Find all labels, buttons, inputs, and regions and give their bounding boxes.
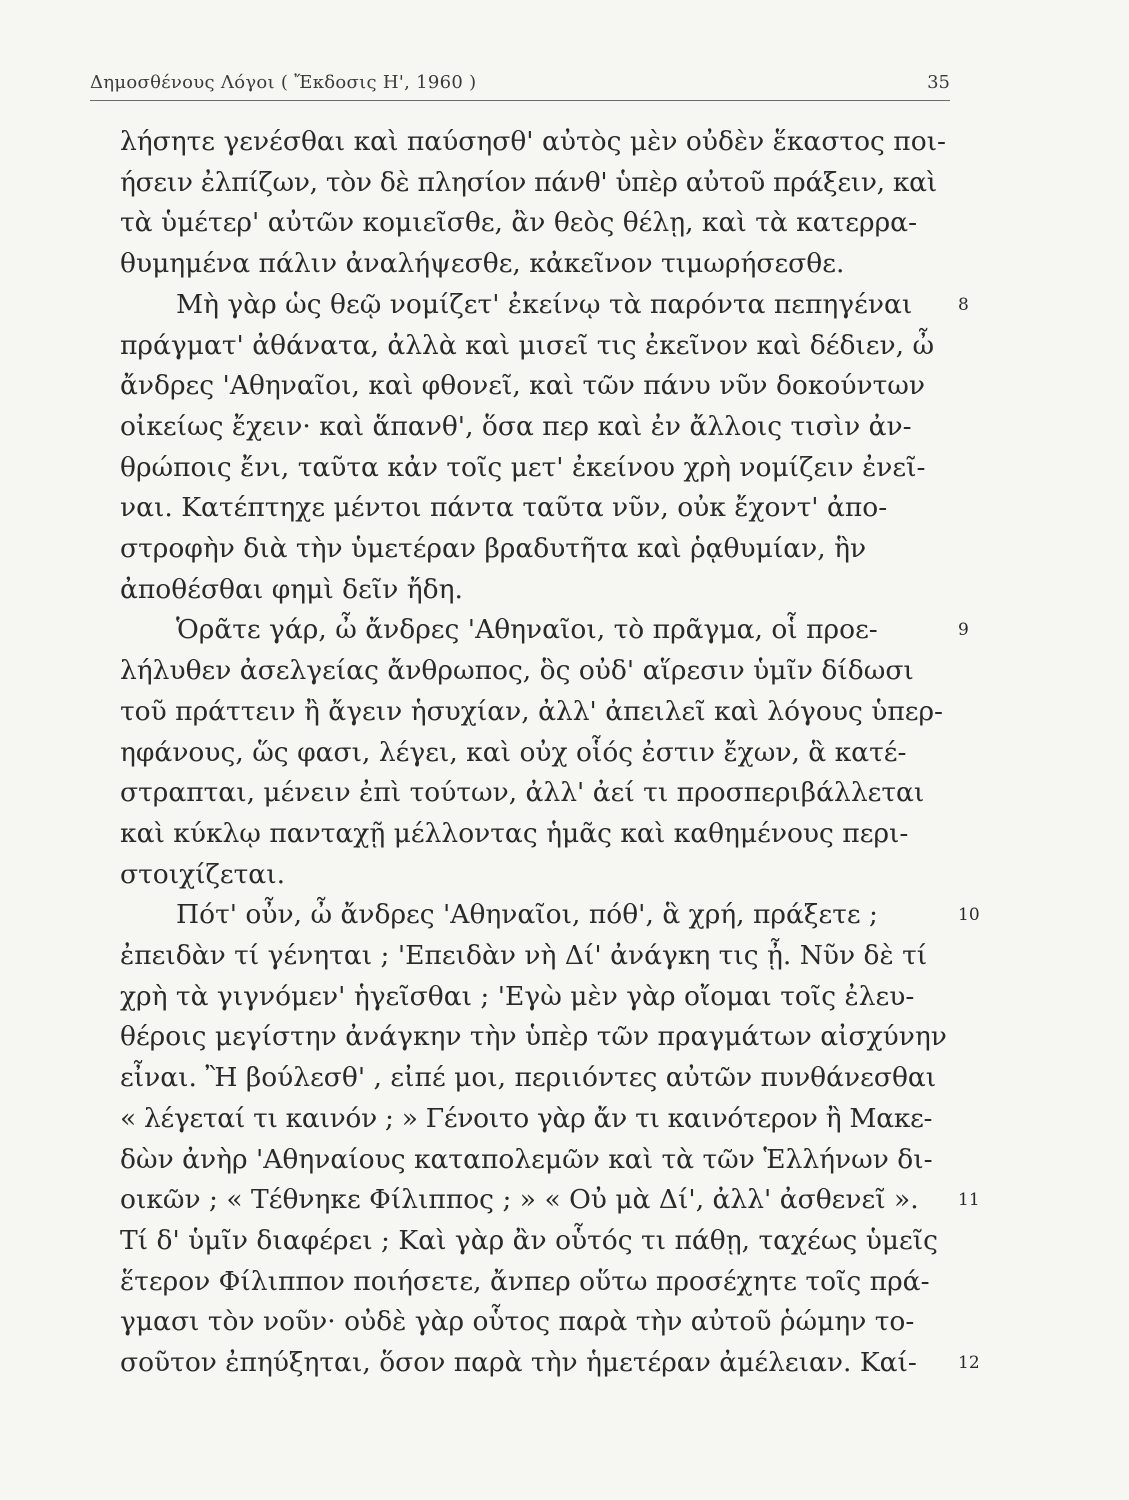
section-number: 12 bbox=[958, 1353, 980, 1373]
text-line: οικῶν ; « Τέθνηκε Φίλιππος ; » « Οὐ μὰ Δί', ἀλλ' ἀσθενεῖ ». bbox=[120, 1184, 919, 1215]
text-line: σοῦτον ἐπηύξηται, ὅσον παρὰ τὴν ἡμετέραν ἀμέλειαν. Καί- bbox=[120, 1347, 917, 1378]
text-line: Ὁρᾶτε γάρ, ὦ ἄνδρες 'Αθηναῖοι, τὸ πρᾶγμα, οἷ προε- bbox=[176, 614, 878, 645]
text-line: τοῦ πράττειν ἢ ἄγειν ἡσυχίαν, ἀλλ' ἀπειλεῖ καὶ λόγους ὑπερ- bbox=[120, 696, 944, 727]
text-line: τὰ ὑμέτερ' αὐτῶν κομιεῖσθε, ἂν θεὸς θέλῃ, καὶ τὰ κατερρα- bbox=[120, 207, 918, 238]
text-line: λήλυθεν ἀσελγείας ἄνθρωπος, ὃς οὐδ' αἵρεσιν ὑμῖν δίδωσι bbox=[120, 655, 914, 686]
text-line: « λέγεταί τι καινόν ; » Γένοιτο γὰρ ἄν τι καινότερον ἢ Μακε- bbox=[120, 1103, 933, 1134]
text-line: χρὴ τὰ γιγνόμεν' ἡγεῖσθαι ; 'Εγὼ μὲν γὰρ οἴομαι τοῖς ἐλευ- bbox=[120, 981, 915, 1012]
text-line: Μὴ γὰρ ὡς θεῷ νομίζετ' ἐκείνῳ τὰ παρόντα πεπηγέναι bbox=[176, 289, 913, 320]
text-line: ἄνδρες 'Αθηναῖοι, καὶ φθονεῖ, καὶ τῶν πάνυ νῦν δοκούντων bbox=[120, 370, 925, 401]
text-line: Πότ' οὖν, ὦ ἄνδρες 'Αθηναῖοι, πόθ', ἃ χρή, πράξετε ; bbox=[176, 899, 878, 930]
text-line: θυμημένα πάλιν ἀναλήψεσθε, κἀκεῖνον τιμωρήσεσθε. bbox=[120, 248, 845, 279]
text-line: οἰκείως ἔχειν· καὶ ἅπανθ', ὅσα περ καὶ ἐν ἄλλοις τισὶν ἀν- bbox=[120, 411, 912, 442]
text-line: ἕτερον Φίλιππον ποιήσετε, ἄνπερ οὕτω προσέχητε τοῖς πρά- bbox=[120, 1266, 930, 1297]
text-line: πράγματ' ἀθάνατα, ἀλλὰ καὶ μισεῖ τις ἐκεῖνον καὶ δέδιεν, ὦ bbox=[120, 330, 935, 361]
text-line: Τί δ' ὑμῖν διαφέρει ; Καὶ γὰρ ἂν οὗτός τι πάθῃ, ταχέως ὑμεῖς bbox=[120, 1225, 938, 1256]
text-line: θρώποις ἔνι, ταῦτα κἀν τοῖς μετ' ἐκείνου χρὴ νομίζειν ἐνεῖ- bbox=[120, 452, 926, 483]
text-line: εἶναι. Ἢ βούλεσθ' , εἰπέ μοι, περιιόντες αὐτῶν πυνθάνεσθαι bbox=[120, 1062, 937, 1093]
text-line: στροφὴν διὰ τὴν ὑμετέραν βραδυτῆτα καὶ ῥᾳθυμίαν, ἣν bbox=[120, 533, 867, 564]
text-line: ἐπειδὰν τί γένηται ; 'Επειδὰν νὴ Δί' ἀνάγκη τις ᾖ. Νῦν δὲ τί bbox=[120, 940, 928, 971]
running-title: Δημοσθένους Λόγοι ( Ἔκδοσις Η', 1960 ) bbox=[90, 72, 477, 93]
text-line: δὼν ἀνὴρ 'Αθηναίους καταπολεμῶν καὶ τὰ τῶν Ἑλλήνων δι- bbox=[120, 1144, 933, 1175]
text-line: ηφάνους, ὥς φασι, λέγει, καὶ οὐχ οἷός ἐστιν ἔχων, ἃ κατέ- bbox=[120, 737, 907, 768]
text-line: λήσητε γενέσθαι καὶ παύσησθ' αὐτὸς μὲν οὐδὲν ἕκαστος ποι- bbox=[120, 126, 947, 157]
text-line: θέροις μεγίστην ἀνάγκην τὴν ὑπὲρ τῶν πραγμάτων αἰσχύνην bbox=[120, 1021, 947, 1052]
text-line: ήσειν ἐλπίζων, τὸν δὲ πλησίον πάνθ' ὑπὲρ αὐτοῦ πράξειν, καὶ bbox=[120, 167, 937, 198]
text-line: ἀποθέσθαι φημὶ δεῖν ἤδη. bbox=[120, 574, 463, 605]
section-number: 8 bbox=[958, 295, 969, 315]
section-number: 10 bbox=[958, 905, 980, 925]
page-number: 35 bbox=[927, 72, 950, 93]
running-header bbox=[90, 70, 950, 101]
text-line: γμασι τὸν νοῦν· οὐδὲ γὰρ οὗτος παρὰ τὴν αὐτοῦ ῥώμην το- bbox=[120, 1306, 915, 1337]
section-number: 9 bbox=[958, 620, 969, 640]
text-line: στραπται, μένειν ἐπὶ τούτων, ἀλλ' ἀεί τι προσπεριβάλλεται bbox=[120, 777, 925, 808]
text-line: στοιχίζεται. bbox=[120, 859, 286, 890]
text-line: ναι. Κατέπτηχε μέντοι πάντα ταῦτα νῦν, οὐκ ἔχοντ' ἀπο- bbox=[120, 492, 888, 523]
section-number: 11 bbox=[958, 1190, 980, 1210]
text-line: καὶ κύκλῳ πανταχῇ μέλλοντας ἡμᾶς καὶ καθημένους περι- bbox=[120, 818, 909, 849]
